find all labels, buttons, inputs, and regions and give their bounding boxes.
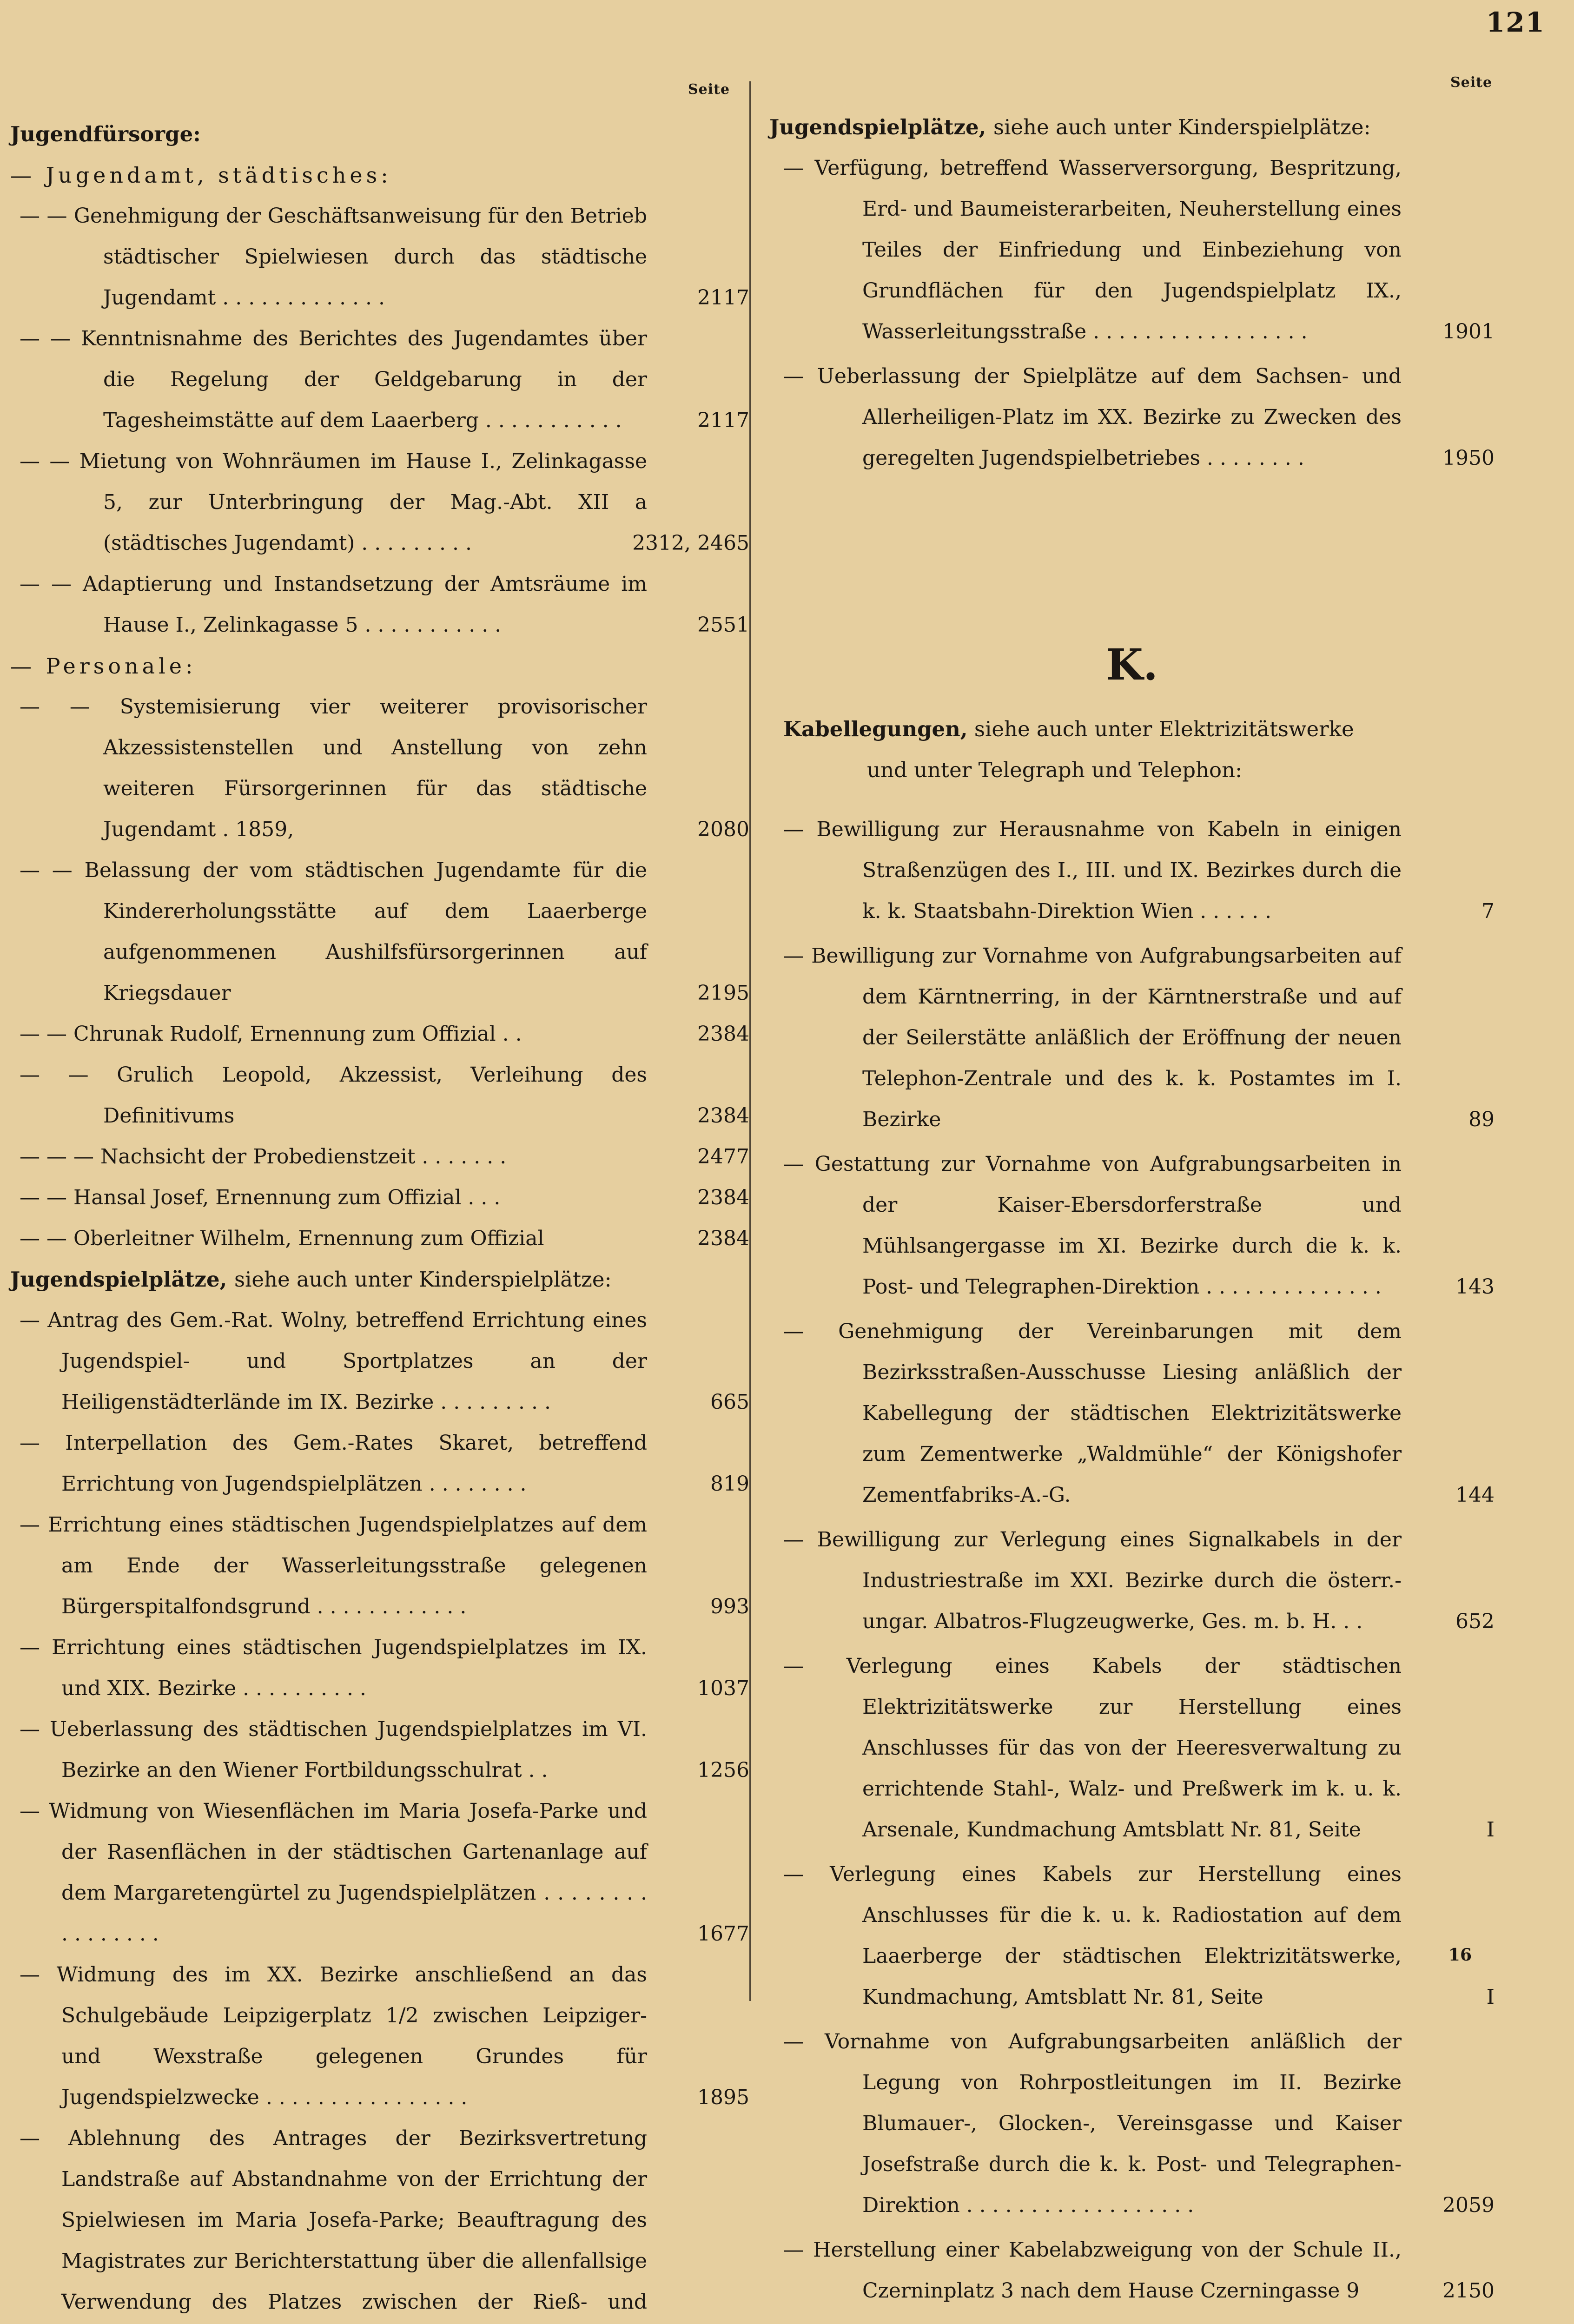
index-entry: — — Oberleitner Wilhelm, Ernennung zum Offizial 2384	[20, 1227, 749, 1250]
seite-label-right: Seite	[1450, 74, 1493, 91]
section-letter-k: K.	[1106, 640, 1158, 690]
index-entry: — — Grulich Leopold, Akzessist, Verleihung des Definitivums 2384	[20, 1063, 749, 1128]
index-entry: — Ueberlassung des städtischen Jugendspielplatzes im VI. Bezirke an den Wiener Fortbildungsschulrat . . 1256	[20, 1717, 749, 1782]
right-column	[769, 107, 1495, 2315]
heading-jugendspielplaetze: Jugendspielplätze, siehe auch unter Kinderspielplätze:	[10, 1267, 612, 1292]
seite-label-left: Seite	[688, 81, 730, 98]
index-entry: — Widmung von Wiesenflächen im Maria Josefa-Parke und der Rasenflächen in der städtischen Gartenanlage auf dem Margaretengürtel zu Jugendspielplätzen . . . . . . . . . . . . . . . . 1677	[20, 1799, 749, 1946]
heading-jugendspielplaetze-cont: Jugendspielplätze, siehe auch unter Kinderspielplätze:	[769, 115, 1371, 139]
index-entry: — Verlegung eines Kabels zur Herstellung eines Anschlusses für die k. u. k. Radiostation auf dem Laaerberge der städtischen Elektrizitätswerke, Kundmachung, Amtsblatt Nr. 81, Seite I	[783, 1862, 1495, 2009]
index-entry: — Bewilligung zur Herausnahme von Kabeln in einigen Straßenzügen des I., III. und IX. Bezirkes durch die k. k. Staatsbahn-Direktion Wien . . . . . . 7	[783, 818, 1495, 923]
index-entry: — — Chrunak Rudolf, Ernennung zum Offizial . . 2384	[20, 1022, 749, 1046]
index-entry: — — Adaptierung und Instandsetzung der Amtsräume im Hause I., Zelinkagasse 5 . . . . . . . . . . . 2551	[20, 572, 749, 637]
index-entry: — Verfügung, betreffend Wasserversorgung, Bespritzung, Erd- und Baumeisterarbeiten, Neuherstellung eines Teiles der Einfriedung und Einbeziehung von Grundflächen für den Jugendspielplatz IX., Wasserleitungsstraße . . . . . . . . . . . . . . . . . 1901	[783, 156, 1495, 343]
index-entry: — Interpellation des Gem.-Rates Skaret, betreffend Errichtung von Jugendspielplätzen . . . . . . . . 819	[20, 1431, 749, 1496]
left-column	[10, 114, 749, 2324]
subheading-jugendamt: — Jugendamt, städtisches:	[10, 163, 392, 188]
index-entry: — — Systemisierung vier weiterer provisorischer Akzessistenstellen und Anstellung von zehn weiteren Fürsorgerinnen für das städtische Jugendamt . 1859, 2080	[20, 695, 749, 841]
column-divider	[749, 81, 751, 2001]
index-entry: — Bewilligung zur Vornahme von Aufgrabungsarbeiten auf dem Kärntnerring, in der Kärntnerstraße und auf der Seilerstätte anläßlich der Eröffnung der neuen Telephon-Zentrale und des k. k. Postamtes im I. Bezirke 89	[783, 944, 1495, 1131]
signature-mark: 16	[1448, 1945, 1472, 1965]
index-entry: — — Genehmigung der Geschäftsanweisung für den Betrieb städtischer Spielwiesen durch das städtische Jugendamt . . . . . . . . . . . . . 2117	[20, 204, 749, 310]
index-entry: — Bewilligung zur Verlegung eines Signalkabels in der Industriestraße im XXI. Bezirke durch die österr.-ungar. Albatros-Flugzeugwerke, Ges. m. b. H. . . 652	[783, 1528, 1495, 1633]
index-entry: — Verlegung eines Kabels der städtischen Elektrizitätswerke zur Herstellung eines Anschlusses für das von der Heeresverwaltung zu errichtende Stahl-, Walz- und Preßwerk im k. u. k. Arsenale, Kundmachung Amtsblatt Nr. 81, Seite I	[783, 1654, 1495, 1842]
index-entry: — Ablehnung des Antrages der Bezirksvertretung Landstraße auf Abstandnahme von der Errichtung der Spielwiesen im Maria Josefa-Parke; Beauftragung des Magistrates zur Berichterstattung über die allenfallsige Verwendung des Platzes zwischen der Rieß- und	[20, 2126, 647, 2314]
page-number: 121	[1486, 7, 1545, 38]
index-entry: — Errichtung eines städtischen Jugendspielplatzes im IX. und XIX. Bezirke . . . . . . . . . . 1037	[20, 1636, 749, 1700]
index-entry: — Gestattung zur Vornahme von Aufgrabungsarbeiten in der Kaiser-Ebersdorferstraße und Mühlsangergasse im XI. Bezirke durch die k. k. Post- und Telegraphen-Direktion . . . . . . . . . . . . . . 143	[783, 1152, 1495, 1299]
index-entry: — — Kenntnisnahme des Berichtes des Jugendamtes über die Regelung der Geldgebarung in der Tagesheimstätte auf dem Laaerberg . . . . . . . . . . . 2117	[20, 327, 749, 432]
index-entry: — Vornahme von Aufgrabungsarbeiten anläßlich der Legung von Rohrpostleitungen im II. Bezirke Blumauer-, Glocken-, Vereinsgasse und Kaiser Josefstraße durch die k. k. Post- und Telegraphen-Direktion . . . . . . . . . . . . . . . . . . 2059	[783, 2030, 1495, 2217]
index-entry: — — Belassung der vom städtischen Jugendamte für die Kindererholungsstätte auf dem Laaerberge aufgenommenen Aushilfsfürsorgerinnen auf Kriegsdauer 2195	[20, 858, 749, 1005]
heading-jugendfuersorge: Jugendfürsorge:	[10, 122, 201, 146]
index-entry: — Widmung des im XX. Bezirke anschließend an das Schulgebäude Leipzigerplatz 1/2 zwischen Leipziger- und Wexstraße gelegenen Grundes für Jugendspielzwecke . . . . . . . . . . . . . . . . 1895	[20, 1963, 749, 2109]
index-entry: — Errichtung eines städtischen Jugendspielplatzes auf dem am Ende der Wasserleitungsstraße gelegenen Bürgerspitalfondsgrund . . . . . . . . . . . . 993	[20, 1513, 749, 1618]
index-entry: — — — Nachsicht der Probedienstzeit . . . . . . . 2477	[20, 1145, 749, 1169]
index-entry: — — Hansal Josef, Ernennung zum Offizial . . . 2384	[20, 1186, 749, 1209]
index-entry: — Ueberlassung der Spielplätze auf dem Sachsen- und Allerheiligen-Platz im XX. Bezirke zu Zwecken des geregelten Jugendspielbetriebes . . . . . . . . 1950	[783, 364, 1495, 470]
index-entry: — Genehmigung der Vereinbarungen mit dem Bezirksstraßen-Ausschusse Liesing anläßlich der Kabellegung der städtischen Elektrizitätswerke zum Zementwerke „Waldmühle“ der Königshofer Zementfabriks-A.-G. 144	[783, 1320, 1495, 1507]
subheading-personale: — Personale:	[10, 654, 197, 679]
index-entry: — Antrag des Gem.-Rat. Wolny, betreffend Errichtung eines Jugendspiel- und Sportplatzes an der Heiligenstädterlände im IX. Bezirke . . . . . . . . . 665	[20, 1308, 749, 1414]
index-entry: — — Mietung von Wohnräumen im Hause I., Zelinkagasse 5, zur Unterbringung der Mag.-Abt. XII a (städtisches Jugendamt) . . . . . . . . . 2312, 2465	[20, 449, 749, 555]
heading-kabellegungen: Kabellegungen, siehe auch unter Elektrizitätswerke und unter Telegraph und Telephon:	[783, 717, 1354, 782]
index-entry: — Herstellung einer Kabelabzweigung von der Schule II., Czerninplatz 3 nach dem Hause Czerningasse 9 2150	[783, 2238, 1495, 2303]
